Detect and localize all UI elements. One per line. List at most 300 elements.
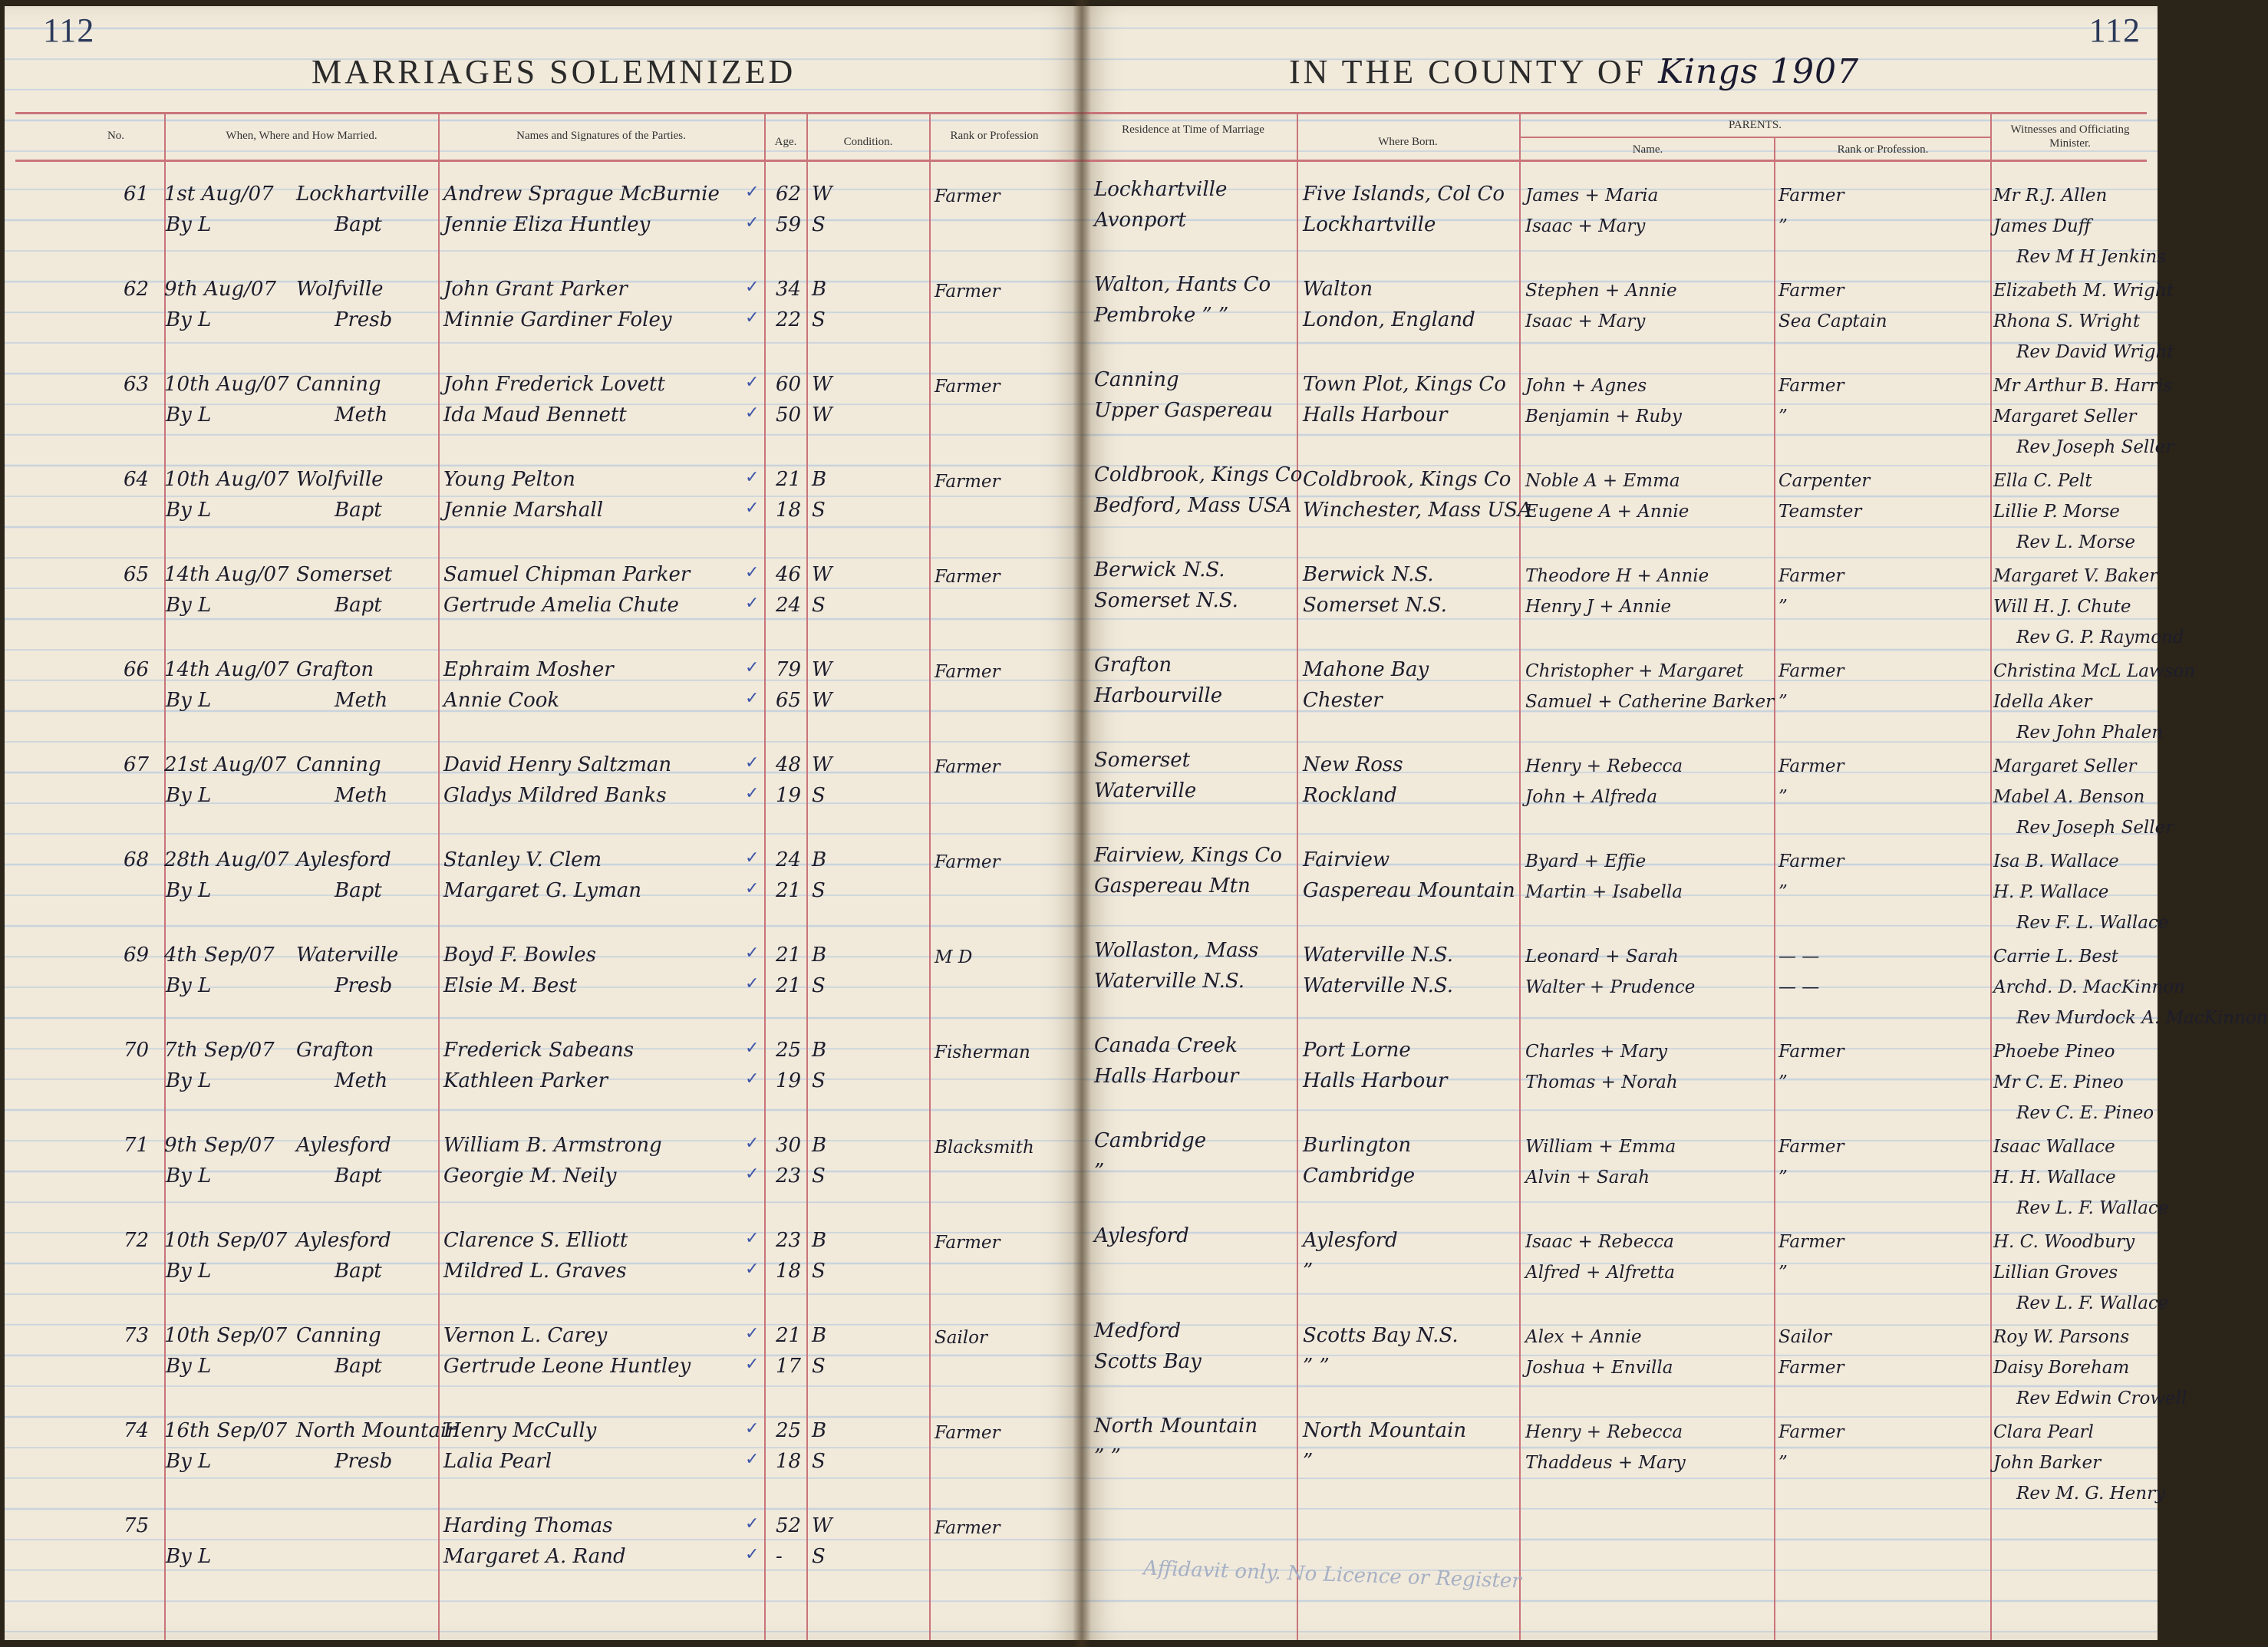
marriage-date: 9th Aug/07	[164, 278, 277, 301]
bride-condition: S	[812, 1260, 826, 1283]
groom-name: Frederick Sabeans	[443, 1039, 635, 1062]
right-page-number: 112	[2088, 12, 2141, 49]
witness-2: Lillian Groves	[1993, 1263, 2118, 1283]
bride-age: 18	[776, 1260, 802, 1283]
bride-check-mark: ✓	[745, 689, 760, 708]
bride-father-rank: ”	[1778, 787, 1788, 807]
groom-father-rank: Carpenter	[1778, 471, 1871, 491]
groom-father-rank: Farmer	[1778, 1137, 1844, 1157]
bride-check-mark: ✓	[745, 213, 760, 232]
header-top-rule	[15, 112, 1082, 114]
bride-residence: Bedford, Mass USA	[1094, 494, 1292, 517]
bride-name: Kathleen Parker	[443, 1069, 608, 1092]
groom-name: John Grant Parker	[443, 278, 628, 301]
groom-rank: Farmer	[935, 1518, 1000, 1538]
groom-rank: Farmer	[935, 852, 1000, 872]
groom-birthplace: Berwick N.S.	[1303, 563, 1434, 586]
groom-birthplace: North Mountain	[1303, 1419, 1467, 1442]
bride-residence: Somerset N.S.	[1094, 589, 1238, 612]
groom-birthplace: New Ross	[1303, 753, 1403, 776]
officiating-minister: Rev David Wright	[2016, 342, 2174, 362]
bride-age: 50	[776, 404, 802, 427]
groom-father-rank: Farmer	[1778, 1042, 1844, 1062]
groom-birthplace: Port Lorne	[1303, 1039, 1411, 1062]
marriage-place: Aylesford	[296, 1134, 391, 1157]
groom-age: 24	[776, 848, 802, 871]
groom-age: 25	[776, 1419, 802, 1442]
bride-father-rank: ”	[1778, 1263, 1788, 1283]
groom-age: 62	[776, 183, 802, 206]
groom-parents: Henry + Rebecca	[1525, 1422, 1683, 1442]
groom-rank: Farmer	[935, 282, 1000, 301]
bride-birthplace: Rockland	[1303, 784, 1397, 807]
right-page	[1082, 6, 2268, 1640]
witness-1: Ella C. Pelt	[1993, 471, 2092, 491]
entry-number: 64	[124, 468, 150, 491]
col-header-witnesses: Witnesses and Officiating Minister.	[2010, 124, 2130, 150]
bride-check-mark: ✓	[745, 1069, 760, 1089]
licence-type: By L	[166, 404, 212, 427]
bride-age: 19	[776, 784, 802, 807]
county-title-handwritten: Kings 1907	[1658, 52, 1860, 91]
bride-condition: S	[812, 308, 826, 331]
witness-2: H. P. Wallace	[1993, 882, 2109, 902]
groom-check-mark: ✓	[745, 1419, 760, 1438]
groom-rank: Farmer	[935, 662, 1000, 682]
bride-age: 18	[776, 1450, 802, 1473]
bride-condition: S	[812, 213, 826, 236]
groom-father-rank: Farmer	[1778, 661, 1844, 681]
bride-condition: S	[812, 1164, 826, 1187]
bride-check-mark: ✓	[745, 594, 760, 613]
licence-type: By L	[166, 594, 212, 617]
bride-name: Mildred L. Graves	[443, 1260, 627, 1283]
marriage-place: Aylesford	[296, 1229, 391, 1252]
col-header-residence: Residence at Time of Marriage	[1122, 124, 1264, 136]
groom-residence: Somerset	[1094, 749, 1191, 772]
entry-number: 65	[124, 563, 150, 586]
licence-type: By L	[166, 499, 212, 522]
bride-check-mark: ✓	[745, 974, 760, 993]
bride-parents: Thaddeus + Mary	[1525, 1453, 1686, 1473]
groom-rank: Farmer	[935, 567, 1000, 587]
bride-check-mark: ✓	[745, 404, 760, 423]
witness-1: Phoebe Pineo	[1993, 1042, 2115, 1062]
marriage-date: 9th Sep/07	[164, 1134, 275, 1157]
witness-1: Christina McL Lawson	[1993, 661, 2196, 681]
marriage-date: 10th Aug/07	[164, 468, 289, 491]
entry-number: 69	[124, 944, 150, 967]
groom-birthplace: Coldbrook, Kings Co	[1303, 468, 1511, 491]
groom-rank: Blacksmith	[935, 1138, 1034, 1158]
entry-number: 67	[124, 753, 150, 776]
bride-residence: Harbourville	[1094, 684, 1223, 707]
bride-condition: W	[812, 404, 832, 427]
groom-parents: Leonard + Sarah	[1525, 947, 1679, 967]
groom-birthplace: Town Plot, Kings Co	[1303, 373, 1506, 396]
officiating-minister: Rev L. Morse	[2016, 532, 2135, 552]
witness-2: John Barker	[1993, 1453, 2102, 1473]
officiating-minister: Rev Murdock A. MacKinnon	[2016, 1008, 2268, 1028]
bride-residence: ” ”	[1094, 1445, 1121, 1468]
bride-name: Gertrude Leone Huntley	[443, 1355, 691, 1378]
groom-father-rank: — —	[1778, 947, 1820, 967]
denomination: Presb	[335, 308, 393, 331]
groom-parents: Noble A + Emma	[1525, 471, 1680, 491]
bride-check-mark: ✓	[745, 499, 760, 518]
bride-birthplace: London, England	[1303, 308, 1475, 331]
groom-residence: Fairview, Kings Co	[1094, 844, 1282, 867]
officiating-minister: Rev F. L. Wallace	[2016, 913, 2169, 933]
groom-check-mark: ✓	[745, 1324, 760, 1343]
bride-father-rank: Teamster	[1778, 502, 1862, 522]
bride-birthplace: Halls Harbour	[1303, 404, 1448, 427]
entry-number: 72	[124, 1229, 150, 1252]
marriage-date: 14th Aug/07	[164, 658, 289, 681]
witness-2: Margaret Seller	[1993, 407, 2137, 427]
col-header-parents: PARENTS.	[1728, 119, 1782, 131]
bride-residence: Upper Gaspereau	[1094, 399, 1273, 422]
groom-name: Young Pelton	[443, 468, 575, 491]
groom-age: 21	[776, 468, 802, 491]
marriage-date: 14th Aug/07	[164, 563, 289, 586]
bride-condition: S	[812, 499, 826, 522]
groom-birthplace: Fairview	[1303, 848, 1390, 871]
marriage-place: Somerset	[296, 563, 393, 586]
groom-check-mark: ✓	[745, 563, 760, 582]
groom-parents: William + Emma	[1525, 1137, 1676, 1157]
col-header-names: Names and Signatures of the Parties.	[516, 130, 686, 142]
marriage-place: North Mountain	[296, 1419, 460, 1442]
groom-rank: M D	[935, 947, 973, 967]
marriage-date: 28th Aug/07	[164, 848, 289, 871]
groom-check-mark: ✓	[745, 848, 760, 868]
bride-father-rank: ”	[1778, 1072, 1788, 1092]
witness-2: Lillie P. Morse	[1993, 502, 2120, 522]
marriage-place: Grafton	[296, 1039, 374, 1062]
groom-birthplace: Five Islands, Col Co	[1303, 183, 1505, 206]
marriage-date: 10th Sep/07	[164, 1324, 288, 1347]
bride-name: Margaret G. Lyman	[443, 879, 641, 902]
bride-check-mark: ✓	[745, 1450, 760, 1469]
groom-residence: Cambridge	[1094, 1129, 1207, 1152]
licence-type: By L	[166, 879, 212, 902]
denomination: Meth	[335, 784, 388, 807]
marriage-date: 1st Aug/07	[164, 183, 274, 206]
groom-name: Vernon L. Carey	[443, 1324, 608, 1347]
bride-name: Annie Cook	[443, 689, 560, 712]
col-header-when: When, Where and How Married.	[226, 130, 377, 142]
groom-father-rank: Farmer	[1778, 186, 1844, 206]
bride-age: 21	[776, 974, 802, 997]
bride-parents: Alfred + Alfretta	[1525, 1263, 1675, 1283]
bride-birthplace: Waterville N.S.	[1303, 974, 1454, 997]
bride-condition: S	[812, 1545, 826, 1568]
bride-check-mark: ✓	[745, 1260, 760, 1279]
groom-residence: Walton, Hants Co	[1094, 273, 1271, 296]
bride-check-mark: ✓	[745, 784, 760, 803]
bride-father-rank: ”	[1778, 1453, 1788, 1473]
groom-name: Clarence S. Elliott	[443, 1229, 628, 1252]
groom-condition: W	[812, 563, 832, 586]
bride-father-rank: Sea Captain	[1778, 311, 1887, 331]
col-header-rank: Rank or Profession	[950, 130, 1039, 142]
denomination: Meth	[335, 1069, 388, 1092]
header-top-rule	[1082, 112, 2147, 114]
groom-father-rank: Farmer	[1778, 566, 1844, 586]
groom-birthplace: Aylesford	[1303, 1229, 1398, 1252]
county-title-printed: IN THE COUNTY OF	[1289, 53, 1647, 91]
groom-check-mark: ✓	[745, 1134, 760, 1153]
bride-birthplace: Cambridge	[1303, 1164, 1416, 1187]
witness-1: Clara Pearl	[1993, 1422, 2094, 1442]
groom-name: John Frederick Lovett	[443, 373, 665, 396]
left-page-number: 112	[43, 12, 95, 49]
groom-age: 52	[776, 1514, 802, 1537]
bride-name: Ida Maud Bennett	[443, 404, 627, 427]
groom-check-mark: ✓	[745, 753, 760, 772]
groom-condition: W	[812, 658, 832, 681]
bride-residence: Pembroke ” ”	[1094, 304, 1229, 327]
licence-type: By L	[166, 689, 212, 712]
bride-residence: Avonport	[1094, 209, 1186, 232]
bride-condition: S	[812, 784, 826, 807]
witness-1: Mr R.J. Allen	[1993, 186, 2108, 206]
bride-name: Minnie Gardiner Foley	[443, 308, 672, 331]
bride-father-rank: Farmer	[1778, 1358, 1844, 1378]
groom-residence: Coldbrook, Kings Co	[1094, 463, 1303, 486]
licence-type: By L	[166, 1355, 212, 1378]
bride-check-mark: ✓	[745, 308, 760, 328]
bride-condition: S	[812, 1450, 826, 1473]
bride-condition: S	[812, 594, 826, 617]
groom-rank: Farmer	[935, 472, 1000, 492]
groom-birthplace: Waterville N.S.	[1303, 944, 1454, 967]
groom-age: 30	[776, 1134, 802, 1157]
groom-condition: B	[812, 944, 827, 967]
officiating-minister: Rev Joseph Seller	[2016, 818, 2174, 838]
groom-rank: Sailor	[935, 1328, 988, 1348]
marriage-place: Lockhartville	[296, 183, 430, 206]
marriage-date: 4th Sep/07	[164, 944, 275, 967]
groom-name: Stanley V. Clem	[443, 848, 602, 871]
bride-check-mark: ✓	[745, 879, 760, 898]
groom-parents: Byard + Effie	[1525, 851, 1647, 871]
witness-2: Rhona S. Wright	[1993, 311, 2141, 331]
groom-father-rank: Farmer	[1778, 1232, 1844, 1252]
bride-name: Gladys Mildred Banks	[443, 784, 667, 807]
marriage-date: 10th Sep/07	[164, 1229, 288, 1252]
groom-name: Boyd F. Bowles	[443, 944, 596, 967]
bride-name: Elsie M. Best	[443, 974, 578, 997]
groom-birthplace: Walton	[1303, 278, 1373, 301]
licence-type: By L	[166, 1545, 212, 1568]
witness-2: James Duff	[1993, 216, 2092, 236]
bride-check-mark: ✓	[745, 1545, 760, 1564]
marriage-place: Waterville	[296, 944, 399, 967]
col-header-no: No.	[107, 130, 125, 142]
marriage-place: Wolfville	[296, 468, 384, 491]
witness-1: Roy W. Parsons	[1993, 1327, 2130, 1347]
groom-name: Henry McCully	[443, 1419, 597, 1442]
groom-parents: Alex + Annie	[1525, 1327, 1642, 1347]
groom-residence: Wollaston, Mass	[1094, 939, 1259, 962]
groom-condition: B	[812, 1134, 827, 1157]
bride-father-rank: ”	[1778, 1168, 1788, 1187]
groom-parents: Henry + Rebecca	[1525, 756, 1683, 776]
entry-number: 62	[124, 278, 150, 301]
groom-parents: James + Maria	[1525, 186, 1659, 206]
groom-rank: Farmer	[935, 377, 1000, 397]
marriage-place: Wolfville	[296, 278, 384, 301]
licence-type: By L	[166, 1069, 212, 1092]
groom-check-mark: ✓	[745, 1514, 760, 1533]
witness-2: Idella Aker	[1993, 692, 2092, 712]
denomination: Bapt	[335, 1355, 382, 1378]
groom-rank: Farmer	[935, 1423, 1000, 1443]
bride-age: -	[776, 1545, 783, 1568]
bride-father-rank: ”	[1778, 597, 1788, 617]
groom-condition: B	[812, 278, 827, 301]
officiating-minister: Rev M H Jenkins	[2016, 247, 2167, 267]
denomination: Bapt	[335, 879, 382, 902]
bride-condition: S	[812, 879, 826, 902]
entry-number: 73	[124, 1324, 150, 1347]
bride-parents: Martin + Isabella	[1525, 882, 1683, 902]
groom-parents: Christopher + Margaret	[1525, 661, 1744, 681]
licence-type: By L	[166, 974, 212, 997]
groom-age: 21	[776, 1324, 802, 1347]
bride-father-rank: ”	[1778, 692, 1788, 712]
groom-residence: Grafton	[1094, 654, 1172, 677]
groom-rank: Fisherman	[935, 1043, 1030, 1062]
groom-name: Harding Thomas	[443, 1514, 613, 1537]
bride-parents: Alvin + Sarah	[1525, 1168, 1650, 1187]
denomination: Bapt	[335, 1164, 382, 1187]
groom-age: 60	[776, 373, 802, 396]
bride-parents: Isaac + Mary	[1525, 311, 1646, 331]
bride-parents: Samuel + Catherine Barker	[1525, 692, 1775, 712]
bride-age: 24	[776, 594, 802, 617]
marriage-place: Aylesford	[296, 848, 391, 871]
licence-type: By L	[166, 1260, 212, 1283]
groom-rank: Farmer	[935, 757, 1000, 777]
bride-parents: Benjamin + Ruby	[1525, 407, 1682, 427]
bride-age: 65	[776, 689, 802, 712]
groom-condition: W	[812, 373, 832, 396]
groom-residence: Berwick N.S.	[1094, 558, 1225, 581]
groom-name: Ephraim Mosher	[443, 658, 614, 681]
groom-father-rank: Farmer	[1778, 756, 1844, 776]
licence-type: By L	[166, 1450, 212, 1473]
marriage-date: 16th Sep/07	[164, 1419, 288, 1442]
bride-name: Jennie Marshall	[443, 499, 604, 522]
groom-check-mark: ✓	[745, 468, 760, 487]
right-entries	[1082, 160, 2268, 1640]
bride-age: 19	[776, 1069, 802, 1092]
marriage-date: 7th Sep/07	[164, 1039, 275, 1062]
groom-check-mark: ✓	[745, 658, 760, 677]
bride-birthplace: ” ”	[1303, 1355, 1330, 1378]
groom-age: 34	[776, 278, 802, 301]
groom-check-mark: ✓	[745, 183, 760, 202]
denomination: Bapt	[335, 594, 382, 617]
witness-2: Mr C. E. Pineo	[1993, 1072, 2124, 1092]
col-header-born: Where Born.	[1378, 136, 1438, 148]
officiating-minister: Rev Joseph Seller	[2016, 437, 2174, 457]
groom-parents: John + Agnes	[1525, 376, 1647, 396]
denomination: Presb	[335, 974, 393, 997]
groom-name: David Henry Saltzman	[443, 753, 672, 776]
groom-residence: Lockhartville	[1094, 178, 1228, 201]
bride-parents: John + Alfreda	[1525, 787, 1658, 807]
marriage-date: 10th Aug/07	[164, 373, 289, 396]
licence-type: By L	[166, 784, 212, 807]
bride-condition: S	[812, 1355, 826, 1378]
bride-age: 18	[776, 499, 802, 522]
groom-father-rank: Farmer	[1778, 376, 1844, 396]
groom-residence: Aylesford	[1094, 1224, 1189, 1247]
groom-age: 25	[776, 1039, 802, 1062]
groom-parents: Theodore H + Annie	[1525, 566, 1709, 586]
groom-residence: Canada Creek	[1094, 1034, 1238, 1057]
parents-subrule	[1519, 137, 1990, 138]
bride-birthplace: Gaspereau Mountain	[1303, 879, 1515, 902]
groom-name: Samuel Chipman Parker	[443, 563, 691, 586]
groom-condition: B	[812, 1324, 827, 1347]
bride-name: Margaret A. Rand	[443, 1545, 626, 1568]
bride-parents: Thomas + Norah	[1525, 1072, 1678, 1092]
left-page	[5, 6, 1082, 1640]
witness-2: Mabel A. Benson	[1993, 787, 2145, 807]
groom-condition: W	[812, 1514, 832, 1537]
bride-parents: Henry J + Annie	[1525, 597, 1672, 617]
bride-residence: Halls Harbour	[1094, 1065, 1239, 1088]
bride-name: Georgie M. Neily	[443, 1164, 617, 1187]
groom-birthplace: Mahone Bay	[1303, 658, 1429, 681]
marriage-place: Grafton	[296, 658, 374, 681]
book-gutter	[1073, 0, 1091, 1647]
witness-1: Margaret Seller	[1993, 756, 2137, 776]
groom-name: William B. Armstrong	[443, 1134, 662, 1157]
witness-1: Mr Arthur B. Harris	[1993, 376, 2173, 396]
entry-number: 66	[124, 658, 150, 681]
groom-check-mark: ✓	[745, 1039, 760, 1058]
col-header-age: Age.	[774, 136, 797, 148]
bride-residence: Scotts Bay	[1094, 1350, 1202, 1373]
licence-type: By L	[166, 213, 212, 236]
groom-father-rank: Sailor	[1778, 1327, 1832, 1347]
bride-residence: Waterville N.S.	[1094, 970, 1245, 993]
witness-1: Elizabeth M. Wright	[1993, 281, 2174, 301]
witness-2: Will H. J. Chute	[1993, 597, 2131, 617]
groom-rank: Farmer	[935, 1233, 1000, 1253]
bride-birthplace: Winchester, Mass USA	[1303, 499, 1532, 522]
groom-father-rank: Farmer	[1778, 851, 1844, 871]
bride-age: 21	[776, 879, 802, 902]
denomination: Bapt	[335, 213, 382, 236]
entry-number: 63	[124, 373, 150, 396]
witness-2: H. H. Wallace	[1993, 1168, 2116, 1187]
affidavit-note: Affidavit only. No Licence or Register	[1142, 1556, 1522, 1593]
left-page-title: MARRIAGES SOLEMNIZED	[312, 53, 796, 91]
groom-name: Andrew Sprague McBurnie	[443, 183, 720, 206]
officiating-minister: Rev Edwin Crowell	[2016, 1388, 2187, 1408]
groom-age: 21	[776, 944, 802, 967]
groom-condition: B	[812, 848, 827, 871]
bride-check-mark: ✓	[745, 1355, 760, 1374]
denomination: Meth	[335, 404, 388, 427]
